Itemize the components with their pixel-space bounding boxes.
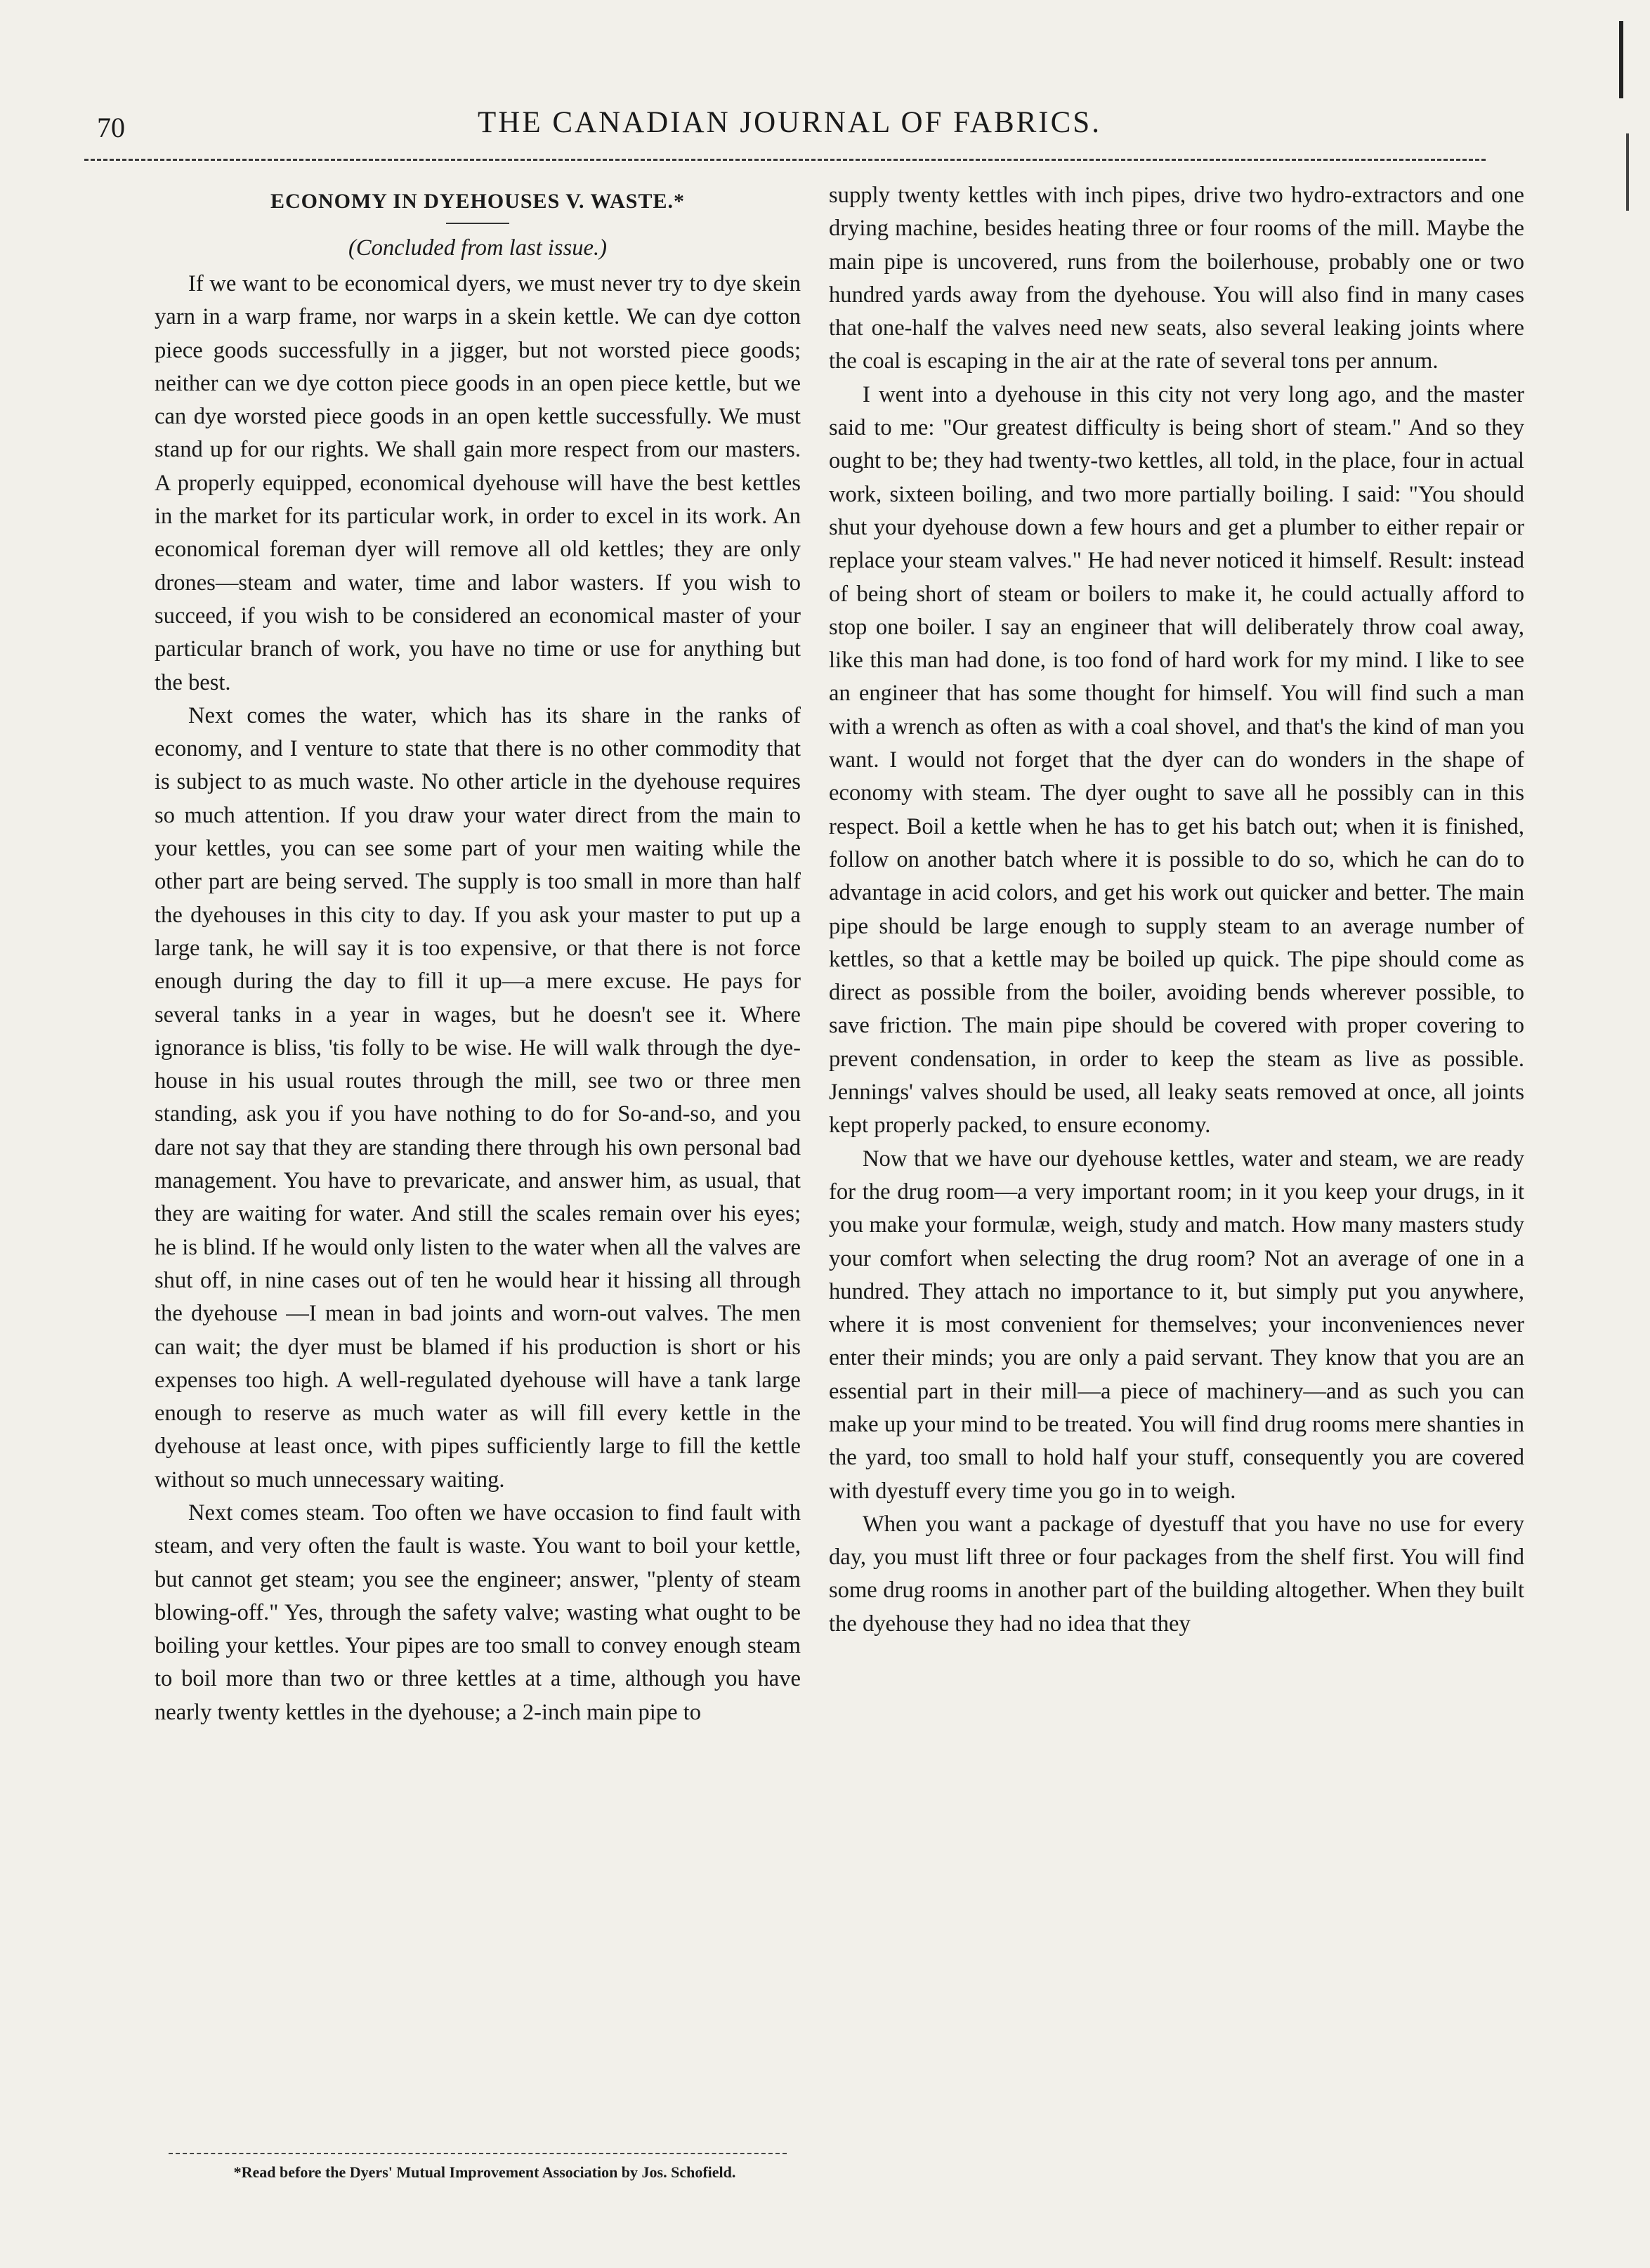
header-rule	[84, 159, 1486, 161]
left-column	[155, 179, 801, 1729]
scan-edge-mark-secondary	[1626, 133, 1629, 211]
scan-edge-mark	[1619, 21, 1623, 98]
article-title: ECONOMY IN DYEHOUSES V. WASTE.*	[270, 190, 686, 213]
paragraph: I went into a dyehouse in this city not very long ago, and the master said to me: "Our greatest difficulty is being short of steam." And so they ought to be; they had twenty-two kettles, all told, in the place, four in actual work, sixteen boiling, and two more partially boiling. I said: "You should shut your dyehouse down a few hours and get a plumber to either repair or replace your steam valves." He had never noticed it himself. Result: instead of being short of steam or boilers to make it, he could actually afford to stop one boiler. I say an engineer that will deliberately throw coal away, like this man had done, is too fond of hard work for my mind. I like to see an engineer that has some thought for himself. You will find such a man with a wrench as often as with a coal shovel, and that's the kind of man you want. I would not forget that the dyer can do wonders in the shape of economy with steam. The dyer ought to save all he possibly can in this respect. Boil a kettle when he has to get his batch out; when it is finished, follow on another batch where it is possible to do so, which he can do to advantage in acid colors, and get his work out quicker and better. The main pipe should be large enough to supply steam to an average number of kettles, so that a kettle may be boiled up quick. The pipe should come as direct as possible from the boiler, avoiding bends wherever possible, to save friction. The main pipe should be covered with proper covering to prevent condensation, in order to keep the steam as live as possible. Jennings' valves should be used, all leaky seats removed at once, all joints kept properly packed, to ensure economy.	[829, 381, 1524, 1139]
footnote: *Read before the Dyers' Mutual Improvement Association by Jos. Schofield.	[233, 2163, 736, 2181]
paragraph: Next comes steam. Too often we have occasion to find fault with steam, and very often the fault is waste. You want to boil your kettle, but cannot get steam; you see the engineer; answer, "plenty of steam blowing-off." Yes, through the safety valve; wasting what ought to be boiling your kettles. Your pipes are too small to convey enough steam to boil more than two or three kettles at a time, although you have nearly twenty kettles in the dyehouse; a 2-inch main pipe to	[155, 1500, 801, 1725]
page-number: 70	[97, 112, 125, 143]
footnote-rule	[169, 2153, 787, 2154]
paragraph: When you want a package of dyestuff that you have no use for every day, you must lift three or four packages from the shelf first. You will find some drug rooms in another part of the building altogether. When they built the dyehouse they had no idea that they	[829, 1511, 1524, 1637]
paragraph: Next comes the water, which has its share in the ranks of economy, and I venture to state that there is no other commodity that is subject to as much waste. No other article in the dyehouse requires so much attention. If you draw your water direct from the main to your kettles, you can see some part of your men waiting while the other part are being served. The supply is too small in more than half the dyehouses in this city to day. If you ask your master to put up a large tank, he will say it is too expensive, or that there is not force enough during the day to fill it up—a mere excuse. He pays for several tanks in a year in wages, but he doesn't see it. Where ignorance is bliss, 'tis folly to be wise. He will walk through the dye-house in his usual routes through the mill, see two or three men standing, ask you if you have nothing to do for So-and-so, and you dare not say that they are standing there through his own personal bad management. You have to prevaricate, and answer him, as usual, that they are waiting for water. And still the scales remain over his eyes; he is blind. If he would only listen to the water when all the valves are shut off, in nine cases out of ten he would hear it hissing all through the dyehouse —I mean in bad joints and worn-out valves. The men can wait; the dyer must be blamed if his production is short or his expenses too high. A well-regulated dyehouse will have a tank large enough to reserve as much water as will fill every kettle in the dyehouse at least once, with pipes sufficiently large to fill the kettle without so much unnecessary waiting.	[155, 702, 801, 1493]
journal-title: THE CANADIAN JOURNAL OF FABRICS.	[478, 106, 1101, 139]
page-header	[84, 105, 1482, 155]
title-rule	[446, 223, 509, 224]
paragraph: If we want to be economical dyers, we must never try to dye skein yarn in a warp frame, nor warps in a skein kettle. We can dye cotton piece goods successfully in a jigger, but not worsted piece goods; neither can we dye cotton piece goods in an open piece kettle, but we can dye worsted piece goods in an open kettle successfully. We must stand up for our rights. We shall gain more respect from our masters. A properly equipped, economical dyehouse will have the best kettles in the market for its particular work, in order to excel in its work. An economical foreman dyer will remove all old kettles; they are only drones—steam and water, time and labor wasters. If you wish to succeed, if you wish to be considered an economical master of your particular branch of work, you have no time or use for anything but the best.	[155, 271, 801, 695]
paragraph-continued: supply twenty kettles with inch pipes, drive two hydro-extractors and one drying machine, besides heating three or four rooms of the mill. Maybe the main pipe is uncovered, runs from the boilerhouse, probably one or two hundred yards away from the dyehouse. You will also find in many cases that one-half the valves need new seats, also several leaking joints where the coal is escaping in the air at the rate of several tons per annum.	[829, 183, 1524, 374]
right-column	[829, 179, 1524, 1641]
paragraph: Now that we have our dyehouse kettles, water and steam, we are ready for the drug room—a very important room; in it you keep your drugs, in it you make your formulæ, weigh, study and match. How many masters study your comfort when selecting the drug room? Not an average of one in a hundred. They attach no importance to it, but simply put you anywhere, where it is most convenient for themselves; your inconveniences never enter their minds; you are only a paid servant. They know that you are an essential part in their mill—a piece of machinery—and as such you can make up your mind to be treated. You will find drug rooms mere shanties in the yard, too small to hold half your stuff, consequently you are covered with dyestuff every time you go in to weigh.	[829, 1146, 1524, 1504]
article-subtitle: (Concluded from last issue.)	[348, 235, 607, 261]
